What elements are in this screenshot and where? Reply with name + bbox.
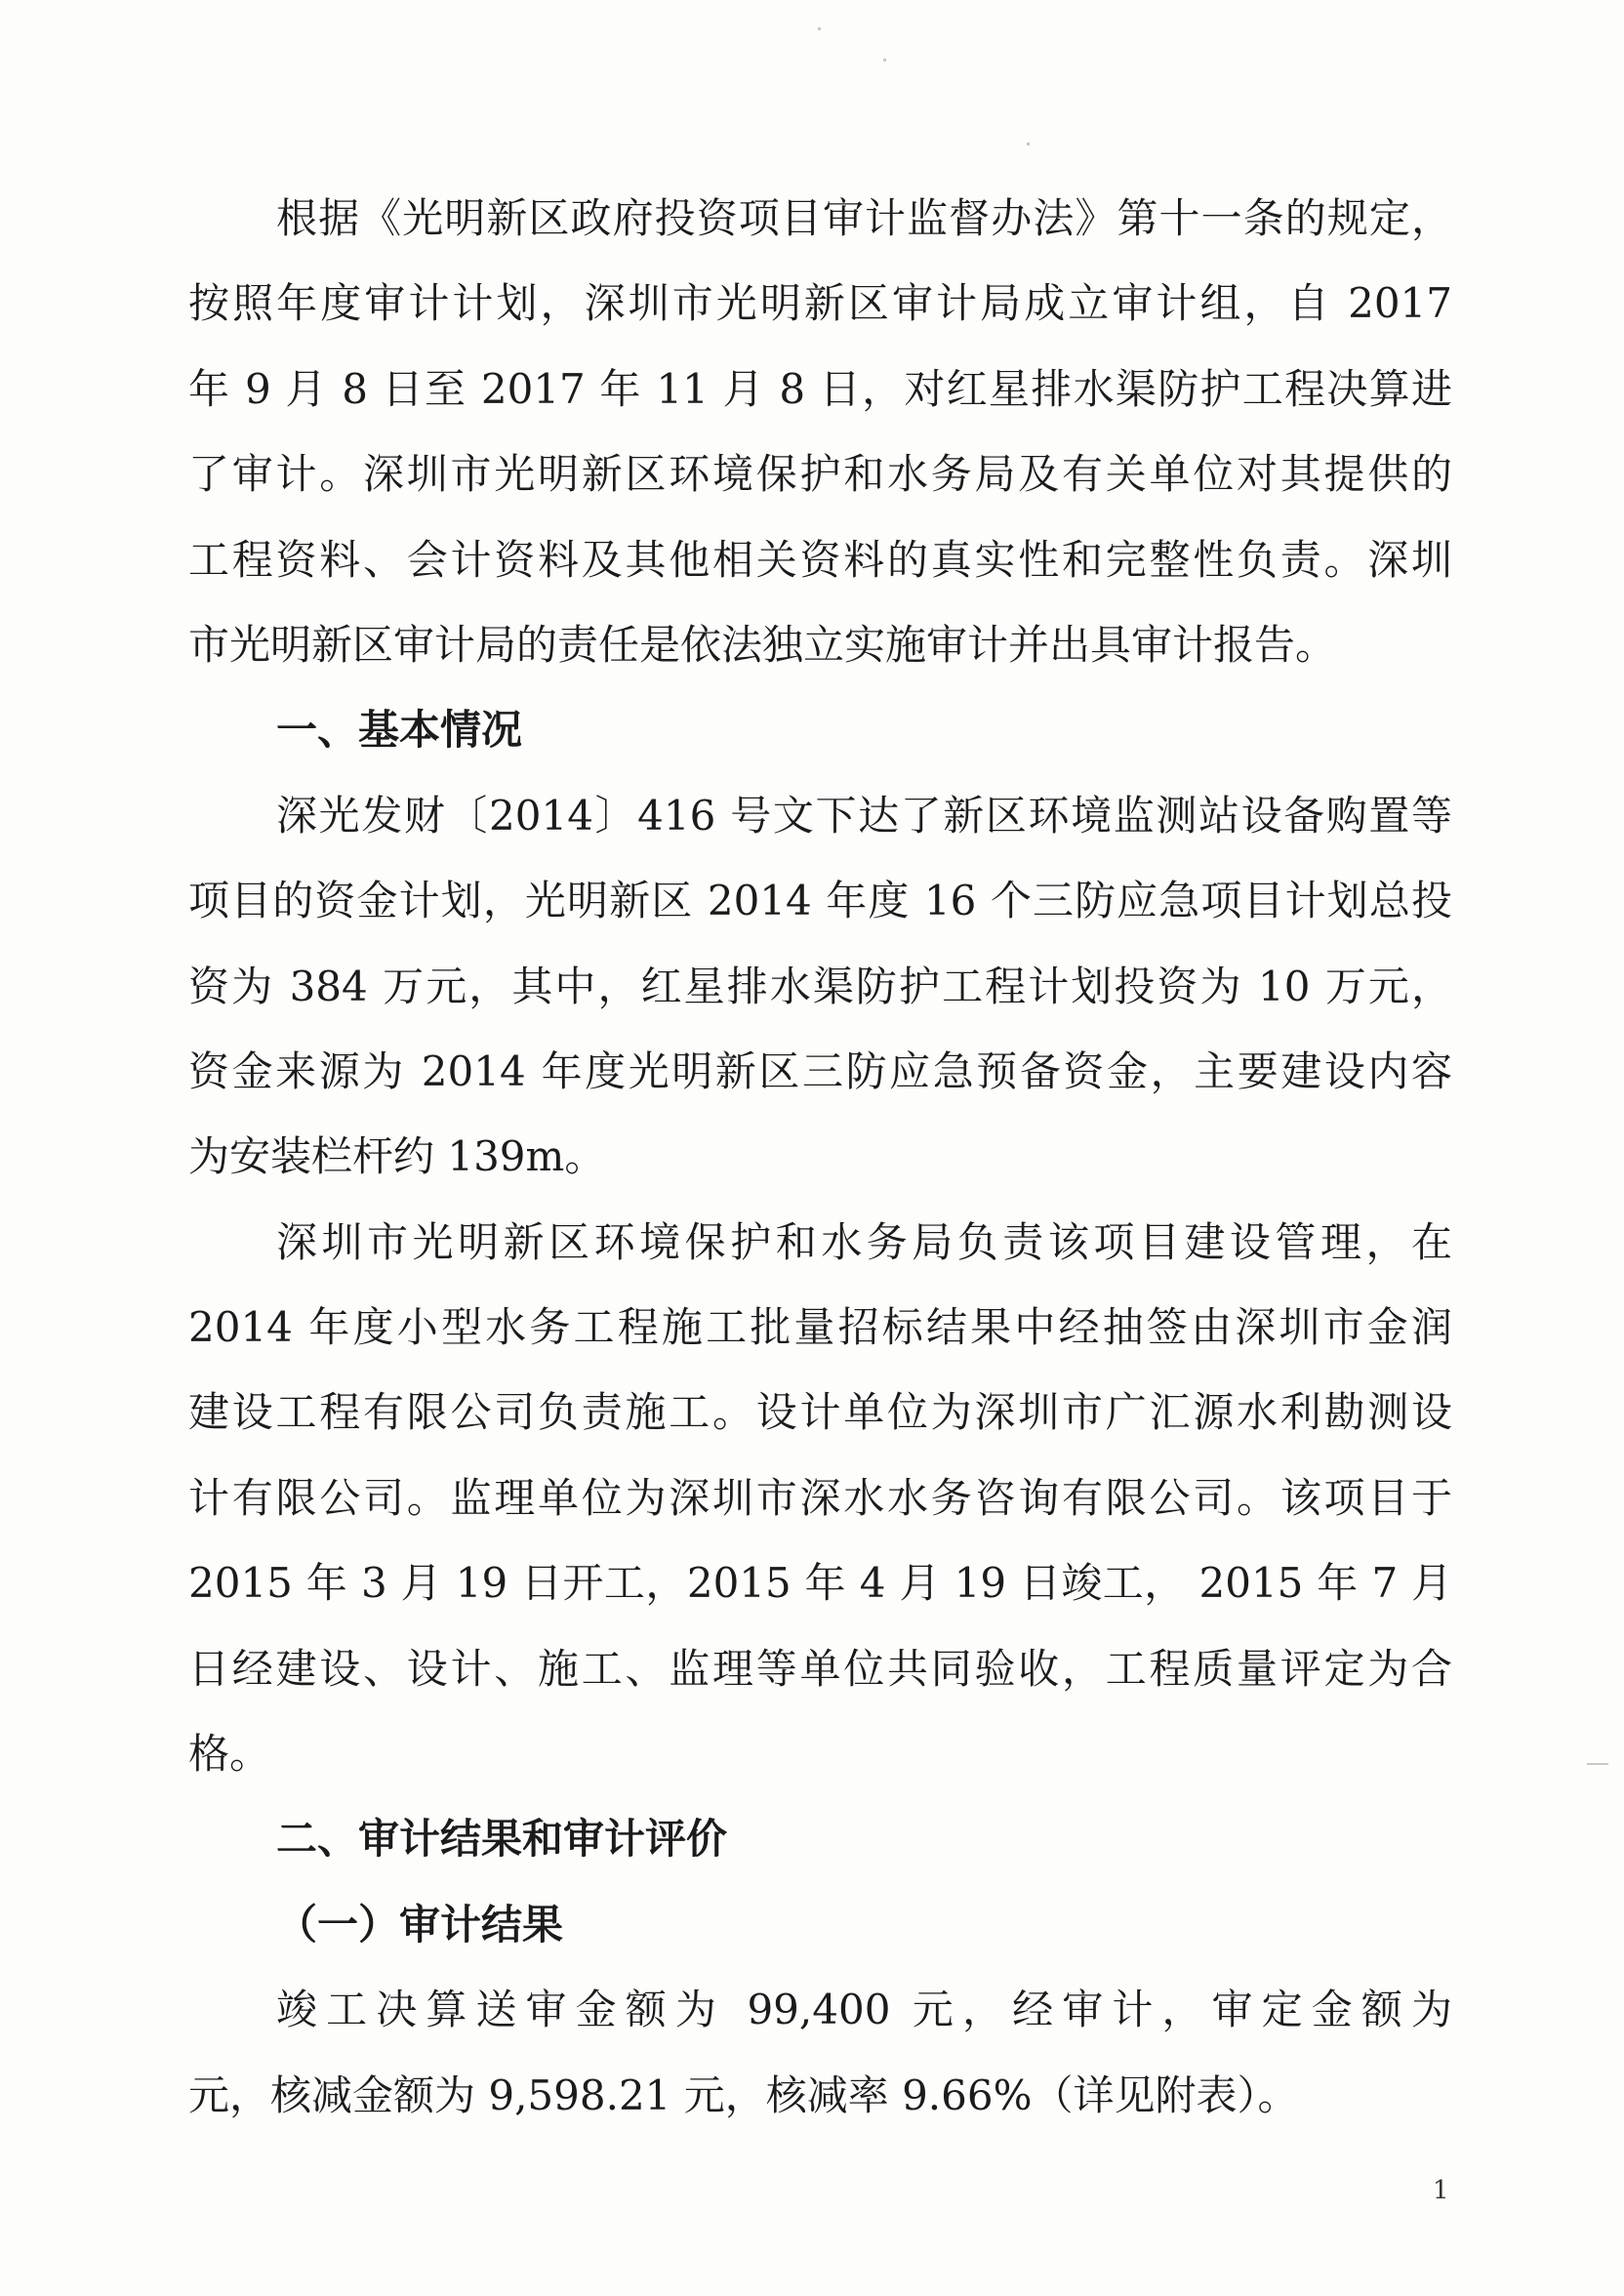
paragraph-line: 2015 年 3 月 19 日开工，2015 年 4 月 19 日竣工， 2015 年 7 月 [188,1559,1452,1608]
paragraph-line: 为安装栏杆约 139m。 [188,1132,606,1181]
paragraph-line: 2014 年度小型水务工程施工批量招标结果中经抽签由深圳市金润 [188,1303,1452,1352]
management-paragraph [188,1200,1452,1797]
scan-speck [1027,143,1030,145]
paragraph-line: 深圳市光明新区环境保护和水务局负责该项目建设管理，在 [276,1217,1452,1266]
paragraph-line: 项目的资金计划，光明新区 2014 年度 16 个三防应急项目计划总投 [188,877,1452,925]
paragraph-line: 竣工决算送审金额为 99,400 元，经审计，审定金额为 [276,1986,1452,2034]
paragraph-line: 深光发财〔2014〕416 号文下达了新区环境监测站设备购置等 [276,791,1452,840]
paragraph-line: 市光明新区审计局的责任是依法独立实施审计并出具审计报告。 [188,620,1337,669]
funding-paragraph [188,773,1452,1200]
paragraph-line: 日经建设、设计、施工、监理等单位共同验收，工程质量评定为合 [188,1644,1452,1693]
paragraph-line: 根据《光明新区政府投资项目审计监督办法》第十一条的规定， [276,194,1452,242]
section-heading-audit-results: 二、审计结果和审计评价 [276,1815,728,1864]
scan-edge-mark [1587,1763,1608,1765]
paragraph-line: 资为 384 万元，其中，红星排水渠防护工程计划投资为 10 万元， [188,962,1452,1010]
subsection-heading-audit-result: （一）审计结果 [276,1900,564,1948]
page-number: 1 [1433,2176,1449,2205]
intro-paragraph [188,176,1452,687]
paragraph-line: 计有限公司。监理单位为深圳市深水水务咨询有限公司。该项目于 [188,1473,1452,1522]
paragraph-line: 工程资料、会计资料及其他相关资料的真实性和完整性负责。深圳 [188,535,1452,584]
audit-result-paragraph [188,1967,1452,2138]
scan-speck [818,27,821,30]
scan-speck [883,59,886,62]
paragraph-line: 了审计。深圳市光明新区环境保护和水务局及有关单位对其提供的 [188,450,1452,499]
paragraph-line: 元，核减金额为 9,598.21 元，核减率 9.66%（详见附表）。 [188,2070,1299,2119]
paragraph-line: 按照年度审计计划，深圳市光明新区审计局成立审计组，自 2017 [188,279,1452,328]
paragraph-line: 建设工程有限公司负责施工。设计单位为深圳市广汇源水利勘测设 [188,1388,1452,1437]
paragraph-line: 年 9 月 8 日至 2017 年 11 月 8 日，对红星排水渠防护工程决算进 [188,364,1452,413]
paragraph-line: 资金来源为 2014 年度光明新区三防应急预备资金，主要建设内容 [188,1046,1452,1095]
paragraph-line: 格。 [188,1730,271,1779]
document-body [188,176,1452,2138]
section-heading-basic-info: 一、基本情况 [276,706,523,755]
